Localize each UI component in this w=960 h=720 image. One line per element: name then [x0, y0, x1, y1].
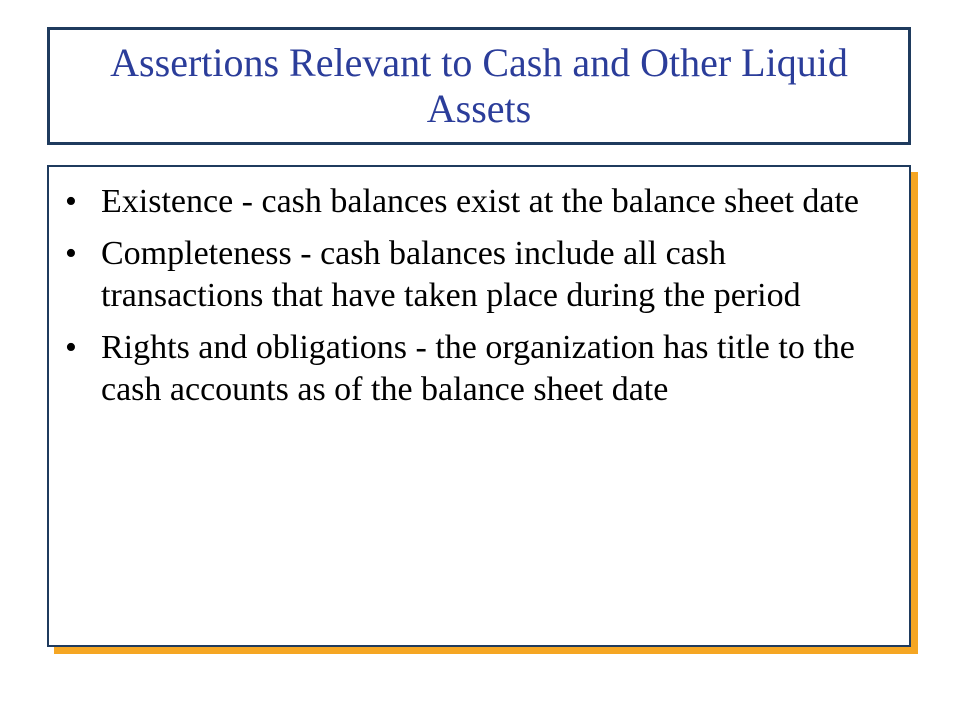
slide-title-box — [47, 27, 911, 145]
bullet-dot-icon: • — [65, 329, 77, 366]
bullet-text: Rights and obligations - the organization has title to the cash accounts as of the balance sheet date — [101, 329, 855, 408]
bullet-text: Existence - cash balances exist at the balance sheet date — [101, 183, 860, 220]
bullet-item-rights-obligations — [57, 327, 879, 411]
bullet-item-completeness — [57, 233, 879, 317]
content-box — [47, 165, 911, 647]
bullet-text: Completeness - cash balances include all cash transactions that have taken place during the period — [101, 235, 801, 314]
bullet-list — [49, 167, 909, 411]
bullet-dot-icon: • — [65, 235, 77, 272]
bullet-item-existence — [57, 181, 879, 223]
bullet-dot-icon: • — [65, 183, 77, 220]
slide-title: Assertions Relevant to Cash and Other Liquid Assets — [110, 40, 848, 131]
